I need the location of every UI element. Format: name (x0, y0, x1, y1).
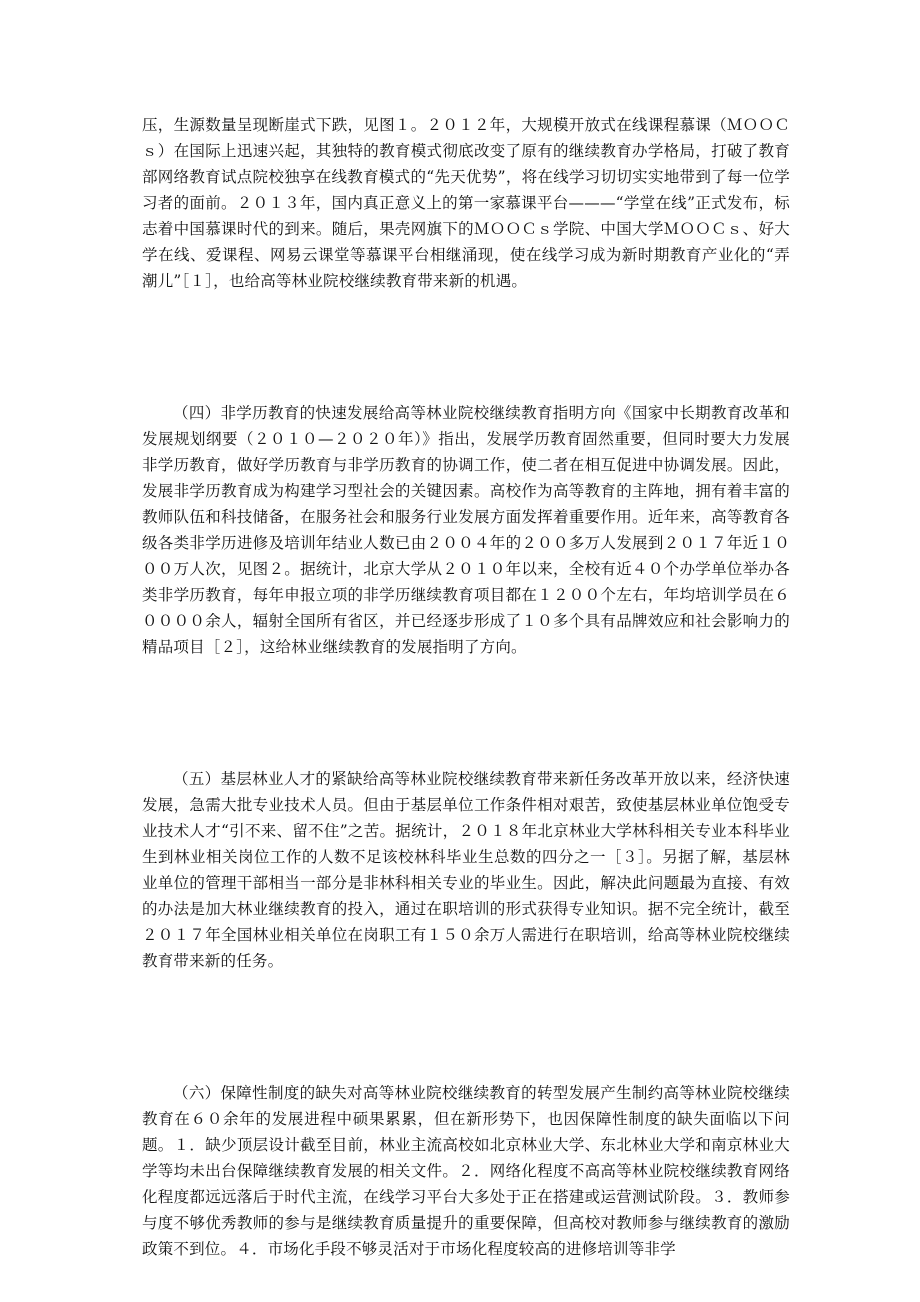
paragraph-gap (142, 294, 790, 400)
paragraph-section-6: （六）保障性制度的缺失对高等林业院校继续教育的转型发展产生制约高等林业院校继续教育在６０余年的发展进程中硕果累累，但在新形势下，也因保障性制度的缺失面临以下问题。１．缺少顶层设计截至目前，林业主流高校如北京林业大学、东北林业大学和南京林业大学等均未出台保障继续教育发展的相关文件。２．网络化程度不高高等林业院校继续教育网络化程度都远远落后于时代主流，在线学习平台大多处于正在搭建或运营测试阶段。３．教师参与度不够优秀教师的参与是继续教育质量提升的重要保障，但高校对教师参与继续教育的激励政策不到位。４．市场化手段不够灵活对于市场化程度较高的进修培训等非学 (142, 1084, 790, 1258)
paragraph-gap (142, 660, 790, 766)
paragraph-gap (142, 974, 790, 1080)
document-body (142, 112, 790, 1262)
paragraph-section-5: （五）基层林业人才的紧缺给高等林业院校继续教育带来新任务改革开放以来，经济快速发展，急需大批专业技术人员。但由于基层单位工作条件相对艰苦，致使基层林业单位饱受专业技术人才“引不来、留不住”之苦。据统计，２０１８年北京林业大学林科相关专业本科毕业生到林业相关岗位工作的人数不足该校林科毕业生总数的四分之一［３］。另据了解，基层林业单位的管理干部相当一部分是非林科相关专业的毕业生。因此，解决此问题最为直接、有效的办法是加大林业继续教育的投入，通过在职培训的形式获得专业知识。据不完全统计，截至２０１７年全国林业相关单位在岗职工有１５０余万人需进行在职培训，给高等林业院校继续教育带来新的任务。 (142, 770, 790, 970)
paragraph-mooc: 压，生源数量呈现断崖式下跌，见图１。２０１２年，大规模开放式在线课程慕课（ＭＯＯＣｓ）在国际上迅速兴起，其独特的教育模式彻底改变了原有的继续教育办学格局，打破了教育部网络教育试点院校独享在线教育模式的“先天优势”，将在线学习切切实实地带到了每一位学习者的面前。２０１３年，国内真正意义上的第一家慕课平台———“学堂在线”正式发布，标志着中国慕课时代的到来。随后，果壳网旗下的ＭＯＯＣｓ学院、中国大学ＭＯＯＣｓ、好大学在线、爱课程、网易云课堂等慕课平台相继涌现，使在线学习成为新时期教育产业化的“弄潮儿”［１］，也给高等林业院校继续教育带来新的机遇。 (142, 116, 790, 290)
paragraph-section-4: （四）非学历教育的快速发展给高等林业院校继续教育指明方向《国家中长期教育改革和发展规划纲要（２０１０—２０２０年）》指出，发展学历教育固然重要，但同时要大力发展非学历教育，做好学历教育与非学历教育的协调工作，使二者在相互促进中协调发展。因此，发展非学历教育成为构建学习型社会的关键因素。高校作为高等教育的主阵地，拥有着丰富的教师队伍和科技储备，在服务社会和服务行业发展方面发挥着重要作用。近年来，高等教育各级各类非学历进修及培训年结业人数已由２００４年的２００多万人发展到２０１７年近１０００万人次，见图２。据统计，北京大学从２０１０年以来，全校有近４０个办学单位举办各类非学历教育，每年申报立项的非学历继续教育项目都在１２００个左右，年均培训学员在６００００余人，辐射全国所有省区，并已经逐步形成了１０多个具有品牌效应和社会影响力的精品项目［２］，这给林业继续教育的发展指明了方向。 (142, 404, 790, 656)
